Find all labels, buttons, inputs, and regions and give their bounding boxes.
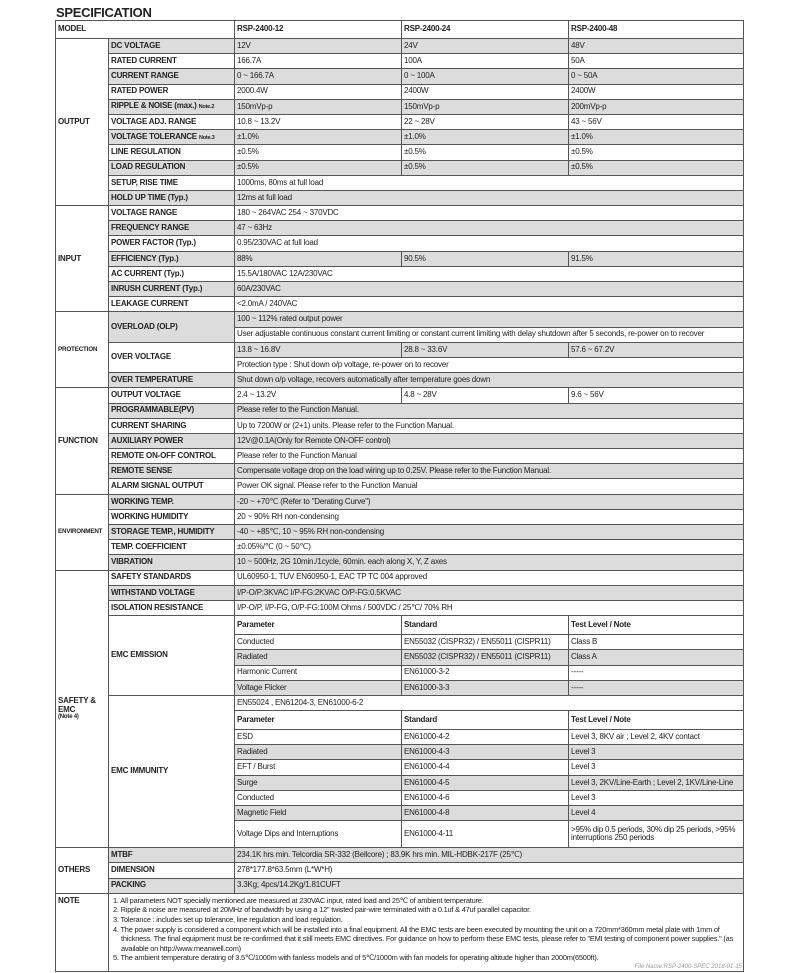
- spec-value: EN61000-4-4: [402, 760, 569, 775]
- spec-label: [109, 525, 235, 540]
- spec-label: [109, 449, 235, 464]
- spec-value: 0 ~ 50A: [569, 69, 744, 84]
- spec-value: 22 ~ 28V: [402, 114, 569, 129]
- spec-value: ±0.5%: [569, 145, 744, 160]
- spec-value: 50A: [569, 54, 744, 69]
- spec-label-text: MTBF: [111, 850, 133, 860]
- spec-row: [56, 84, 744, 99]
- spec-value: ±1.0%: [402, 130, 569, 145]
- spec-value: Level 3: [569, 745, 744, 760]
- spec-value: 13.8 ~ 16.8V: [235, 342, 402, 357]
- column-header: Parameter: [235, 616, 402, 635]
- spec-label: [109, 616, 235, 696]
- spec-value: 60A/230VAC: [235, 282, 744, 297]
- spec-value: -40 ~ +85℃, 10 ~ 95% RH non-condensing: [235, 525, 744, 540]
- spec-label: [109, 99, 235, 114]
- spec-label-text: OVER VOLTAGE: [111, 352, 171, 362]
- spec-value: <2.0mA / 240VAC: [235, 297, 744, 312]
- spec-label-text: RATED CURRENT: [111, 56, 177, 66]
- spec-value: Class B: [569, 635, 744, 650]
- spec-label-text: RATED POWER: [111, 86, 169, 96]
- column-header: Test Level / Note: [569, 616, 744, 635]
- spec-value: EN55032 (CISPR32) / EN55011 (CISPR11): [402, 635, 569, 650]
- spec-label-text: FREQUENCY RANGE: [111, 223, 190, 233]
- file-name-footer: File Name:RSP-2400-SPEC 2018-01-15: [634, 964, 742, 970]
- spec-row: [56, 175, 744, 190]
- spec-label-text: REMOTE ON-OFF CONTROL: [111, 450, 216, 460]
- spec-value: 100 ~ 112% rated output power: [235, 312, 744, 327]
- spec-value: Level 3, 8KV air ; Level 2, 4KV contact: [569, 730, 744, 745]
- spec-value: 28.8 ~ 33.6V: [402, 342, 569, 357]
- spec-value: 0 ~ 100A: [402, 69, 569, 84]
- spec-value: 12V: [235, 39, 402, 54]
- notes-title: NOTE: [56, 893, 109, 971]
- notes-row: [56, 893, 744, 971]
- spec-value: 278*177.8*63.5mm (L*W*H): [235, 863, 744, 878]
- spec-row: [56, 221, 744, 236]
- spec-label: [109, 266, 235, 281]
- spec-value: Level 3, 2KV/Line-Earth ; Level 2, 1KV/Line-Line: [569, 775, 744, 790]
- spec-value: 166.7A: [235, 54, 402, 69]
- spec-label-text: PACKING: [111, 880, 146, 890]
- spec-value: Conducted: [235, 635, 402, 650]
- spec-value: 57.6 ~ 67.2V: [569, 342, 744, 357]
- spec-value: EN61000-4-5: [402, 775, 569, 790]
- spec-value: -20 ~ +70℃ (Refer to "Derating Curve"): [235, 494, 744, 509]
- spec-value: Harmonic Current: [235, 665, 402, 680]
- spec-label: [109, 145, 235, 160]
- spec-row: [56, 388, 744, 403]
- spec-value: ±0.5%: [569, 160, 744, 175]
- note-reference: Note.3: [198, 134, 215, 141]
- spec-label-text: WORKING TEMP.: [111, 496, 174, 506]
- spec-label-text: INRUSH CURRENT (Typ.): [111, 283, 203, 293]
- spec-label: [109, 585, 235, 600]
- spec-value: EN61000-3-2: [402, 665, 569, 680]
- spec-row: [56, 433, 744, 448]
- spec-label-text: OUTPUT VOLTAGE: [111, 390, 181, 400]
- spec-label-text: WITHSTAND VOLTAGE: [111, 587, 195, 597]
- page-title: SPECIFICATION: [56, 5, 152, 20]
- spec-label-text: OVER TEMPERATURE: [111, 375, 193, 385]
- spec-value: 3.3Kg; 4pcs/14.2Kg/1.81CUFT: [235, 878, 744, 893]
- spec-label-text: EFFICIENCY (Typ.): [111, 253, 179, 263]
- spec-value: 24V: [402, 39, 569, 54]
- spec-value: Level 4: [569, 806, 744, 821]
- spec-label-text: WORKING HUMIDITY: [111, 511, 189, 521]
- section-title: [56, 848, 109, 894]
- spec-label-text: AC CURRENT (Typ.): [111, 268, 184, 278]
- spec-row: [56, 206, 744, 221]
- section-title: [56, 494, 109, 570]
- spec-label-text: DIMENSION: [111, 865, 155, 875]
- column-header: Standard: [402, 711, 569, 730]
- spec-row: [56, 540, 744, 555]
- spec-row: [56, 600, 744, 615]
- spec-value: EN61000-4-11: [402, 821, 569, 848]
- section-title-text: SAFETY &: [58, 696, 96, 706]
- spec-row: [56, 616, 744, 635]
- spec-label-text: SETUP, RISE TIME: [111, 177, 178, 187]
- spec-value: EN61000-4-2: [402, 730, 569, 745]
- spec-label: [109, 494, 235, 509]
- spec-label-text: ALARM SIGNAL OUTPUT: [111, 481, 204, 491]
- spec-value: 90.5%: [402, 251, 569, 266]
- spec-row: [56, 509, 744, 524]
- spec-value: ±0.5%: [235, 160, 402, 175]
- spec-value: Voltage Dips and Interruptions: [235, 821, 402, 848]
- spec-value: 100A: [402, 54, 569, 69]
- spec-row: [56, 312, 744, 327]
- spec-label: [109, 509, 235, 524]
- spec-label-text: REMOTE SENSE: [111, 466, 173, 476]
- spec-value: Shut down o/p voltage, recovers automatically after temperature goes down: [235, 373, 744, 388]
- spec-label: [109, 130, 235, 145]
- spec-label: [109, 342, 235, 372]
- spec-value: ±0.5%: [235, 145, 402, 160]
- section-title-text: OUTPUT: [58, 116, 90, 126]
- note-item: 4. The power supply is considered a component which will be installed into a final equipment. All the EMC tests are been executed by mounting the unit on a 720mm*360mm metal plate with 1mm of thickness. The final equipment must be re-confirmed that it still meets EMC directives. For guidance on how to perform these EMC tests, please refer to "EMI testing of component power supplies." (as available on http://www.meanwell.com): [113, 924, 734, 953]
- spec-value: 88%: [235, 251, 402, 266]
- spec-row: [56, 54, 744, 69]
- spec-label: [109, 69, 235, 84]
- spec-value: 150mVp-p: [235, 99, 402, 114]
- spec-value: -----: [569, 680, 744, 695]
- spec-label: [109, 388, 235, 403]
- note-reference: Note.2: [198, 104, 215, 111]
- section-title-text: OTHERS: [58, 865, 91, 875]
- spec-value: ±1.0%: [235, 130, 402, 145]
- spec-value: Voltage Flicker: [235, 680, 402, 695]
- spec-value: Level 3: [569, 760, 744, 775]
- spec-value: 234.1K hrs min. Telcordia SR-332 (Bellcore) ; 83.9K hrs min. MIL-HDBK-217F (25℃): [235, 848, 744, 863]
- spec-label: [109, 555, 235, 570]
- spec-label-text: HOLD UP TIME (Typ.): [111, 192, 188, 202]
- spec-value: >95% dip 0.5 periods, 30% dip 25 periods, >95% interruptions 250 periods: [569, 821, 744, 848]
- section-title-text: INPUT: [58, 253, 82, 263]
- spec-row: [56, 130, 744, 145]
- spec-value: 12ms at full load: [235, 190, 744, 205]
- spec-label-text: VOLTAGE ADJ. RANGE: [111, 116, 197, 126]
- spec-label: [109, 878, 235, 893]
- model-name: RSP-2400-12: [235, 21, 402, 39]
- spec-value: Protection type : Shut down o/p voltage, re-power on to recover: [235, 357, 744, 372]
- spec-value: I/P-O/P:3KVAC I/P-FG:2KVAC O/P-FG:0.5KVAC: [235, 585, 744, 600]
- spec-label: [109, 863, 235, 878]
- spec-value: 48V: [569, 39, 744, 54]
- spec-value: I/P-O/P, I/P-FG, O/P-FG:100M Ohms / 500VDC / 25℃/ 70% RH: [235, 600, 744, 615]
- section-title: [56, 206, 109, 312]
- spec-label-text: SAFETY STANDARDS: [111, 572, 192, 582]
- section-title: [56, 39, 109, 206]
- column-header: Test Level / Note: [569, 711, 744, 730]
- spec-row: [56, 373, 744, 388]
- spec-row: [56, 848, 744, 863]
- spec-value: EN55032 (CISPR32) / EN55011 (CISPR11): [402, 650, 569, 665]
- spec-value: 9.6 ~ 56V: [569, 388, 744, 403]
- spec-value: User adjustable continuous constant current limiting or constant current limiting with delay shutdown after 5 seconds, re-power on to recover: [235, 327, 744, 342]
- spec-label-text: PROGRAMMABLE(PV): [111, 405, 195, 415]
- spec-row: [56, 160, 744, 175]
- spec-row: [56, 464, 744, 479]
- spec-label: [109, 39, 235, 54]
- spec-value: Radiated: [235, 745, 402, 760]
- spec-value: EN61000-4-3: [402, 745, 569, 760]
- spec-label: [109, 236, 235, 251]
- spec-row: [56, 39, 744, 54]
- spec-value: 2400W: [569, 84, 744, 99]
- spec-value: EFT / Burst: [235, 760, 402, 775]
- spec-label-text: EMC EMISSION: [111, 650, 168, 660]
- spec-label: [109, 312, 235, 342]
- spec-row: [56, 342, 744, 357]
- spec-label: [109, 282, 235, 297]
- spec-row: [56, 266, 744, 281]
- spec-value: 12V@0.1A(Only for Remote ON-OFF control): [235, 433, 744, 448]
- spec-label: [109, 479, 235, 494]
- spec-row: [56, 878, 744, 893]
- spec-row: [56, 145, 744, 160]
- spec-value: Compensate voltage drop on the load wiring up to 0.25V. Please refer to the Function Manual.: [235, 464, 744, 479]
- spec-label: [109, 570, 235, 585]
- spec-row: [56, 114, 744, 129]
- spec-row: [56, 418, 744, 433]
- spec-label: [109, 175, 235, 190]
- section-title: [56, 388, 109, 494]
- spec-row: [56, 479, 744, 494]
- spec-value: 2.4 ~ 13.2V: [235, 388, 402, 403]
- spec-row: [56, 695, 744, 710]
- spec-label: [109, 848, 235, 863]
- spec-value: Up to 7200W or (2+1) units. Please refer to the Function Manual.: [235, 418, 744, 433]
- spec-value: Please refer to the Function Manual: [235, 449, 744, 464]
- spec-row: [56, 449, 744, 464]
- section-title-text: PROTECTION: [58, 345, 98, 353]
- notes-list: [109, 893, 744, 971]
- spec-value: 15.5A/180VAC 12A/230VAC: [235, 266, 744, 281]
- spec-value: EN61000-4-8: [402, 806, 569, 821]
- spec-label: [109, 403, 235, 418]
- spec-value: ±0.5%: [402, 160, 569, 175]
- spec-label: [109, 418, 235, 433]
- spec-value: 43 ~ 56V: [569, 114, 744, 129]
- spec-label: [109, 190, 235, 205]
- spec-label: [109, 540, 235, 555]
- section-title-text: EMC: [58, 704, 76, 714]
- column-header: Parameter: [235, 711, 402, 730]
- spec-value: ±0.5%: [402, 145, 569, 160]
- spec-label: [109, 251, 235, 266]
- spec-label: [109, 114, 235, 129]
- section-title: [56, 570, 109, 848]
- spec-label-text: VIBRATION: [111, 557, 153, 567]
- spec-value: Magnetic Field: [235, 806, 402, 821]
- column-header: Standard: [402, 616, 569, 635]
- spec-label-text: RIPPLE & NOISE (max.): [111, 101, 197, 111]
- spec-row: [56, 251, 744, 266]
- spec-value: 1000ms, 80ms at full load: [235, 175, 744, 190]
- spec-row: [56, 525, 744, 540]
- section-title-text: ENVIRONMENT: [58, 527, 103, 535]
- spec-label: [109, 464, 235, 479]
- spec-value: 180 ~ 264VAC 254 ~ 370VDC: [235, 206, 744, 221]
- spec-value: 91.5%: [569, 251, 744, 266]
- spec-value: 200mVp-p: [569, 99, 744, 114]
- spec-value: Power OK signal. Please refer to the Function Manual: [235, 479, 744, 494]
- spec-label: [109, 84, 235, 99]
- spec-label: [109, 206, 235, 221]
- spec-value: EN55024 , EN61204-3, EN61000-6-2: [235, 695, 744, 710]
- note-item: 3. Tolerance : includes set up tolerance, line regulation and load regulation.: [113, 914, 343, 924]
- spec-row: [56, 585, 744, 600]
- spec-label-text: AUXILIARY POWER: [111, 435, 184, 445]
- spec-value: 10 ~ 500Hz, 2G 10min./1cycle, 60min. each along X, Y, Z axes: [235, 555, 744, 570]
- spec-label: [109, 54, 235, 69]
- spec-value: 10.8 ~ 13.2V: [235, 114, 402, 129]
- spec-label-text: CURRENT SHARING: [111, 420, 187, 430]
- spec-label: [109, 373, 235, 388]
- spec-label-text: STORAGE TEMP., HUMIDITY: [111, 526, 215, 536]
- spec-value: Radiated: [235, 650, 402, 665]
- model-name: RSP-2400-48: [569, 21, 744, 39]
- model-header-row: [56, 21, 744, 39]
- spec-label: [109, 160, 235, 175]
- spec-row: [56, 297, 744, 312]
- spec-value: UL60950-1, TUV EN60950-1, EAC TP TC 004 approved: [235, 570, 744, 585]
- spec-value: -----: [569, 665, 744, 680]
- spec-value: 20 ~ 90% RH non-condensing: [235, 509, 744, 524]
- section-title-text: FUNCTION: [58, 435, 98, 445]
- section-note: (Note 4): [58, 714, 79, 721]
- spec-value: Surge: [235, 775, 402, 790]
- spec-label: [109, 297, 235, 312]
- model-label: MODEL: [56, 21, 235, 39]
- spec-row: [56, 69, 744, 84]
- note-item: 1. All parameters NOT specially mentioned are measured at 230VAC input, rated load and 25℃ of ambient temperature.: [113, 895, 484, 905]
- spec-label-text: ISOLATION RESISTANCE: [111, 602, 204, 612]
- model-name: RSP-2400-24: [402, 21, 569, 39]
- section-title: [56, 312, 109, 388]
- spec-value: 4.8 ~ 28V: [402, 388, 569, 403]
- spec-label: [109, 221, 235, 236]
- specification-table: [55, 20, 744, 972]
- spec-label-text: EMC IMMUNITY: [111, 766, 169, 776]
- spec-value: Level 3: [569, 790, 744, 805]
- spec-value: 2400W: [402, 84, 569, 99]
- spec-value: 0.95/230VAC at full load: [235, 236, 744, 251]
- spec-row: [56, 570, 744, 585]
- spec-value: 2000.4W: [235, 84, 402, 99]
- spec-row: [56, 555, 744, 570]
- spec-label-text: CURRENT RANGE: [111, 71, 179, 81]
- spec-label: [109, 600, 235, 615]
- spec-row: [56, 494, 744, 509]
- spec-value: Conducted: [235, 790, 402, 805]
- spec-label-text: LOAD REGULATION: [111, 162, 186, 172]
- spec-row: [56, 236, 744, 251]
- note-item: 2. Ripple & noise are measured at 20MHz of bandwidth by using a 12" twisted pair-wire terminated with a 0.1uf & 47uf parallel capacitor.: [113, 905, 531, 915]
- spec-value: 47 ~ 63Hz: [235, 221, 744, 236]
- spec-label-text: LINE REGULATION: [111, 147, 181, 157]
- spec-value: ±0.05%/℃ (0 ~ 50℃): [235, 540, 744, 555]
- spec-row: [56, 863, 744, 878]
- spec-label: [109, 695, 235, 847]
- spec-row: [56, 99, 744, 114]
- spec-value: ±1.0%: [569, 130, 744, 145]
- spec-row: [56, 190, 744, 205]
- spec-label-text: POWER FACTOR (Typ.): [111, 238, 196, 248]
- spec-value: Class A: [569, 650, 744, 665]
- note-item: 5. The ambient temperature derating of 3.5℃/1000m with fanless models and of 5℃/1000m with fan models for operating altitude higher than 2000m(6500ft).: [113, 953, 599, 963]
- spec-label-text: DC VOLTAGE: [111, 40, 161, 50]
- spec-value: 150mVp-p: [402, 99, 569, 114]
- spec-row: [56, 282, 744, 297]
- spec-row: [56, 403, 744, 418]
- spec-label-text: TEMP. COEFFICIENT: [111, 542, 187, 552]
- spec-value: 0 ~ 166.7A: [235, 69, 402, 84]
- spec-label-text: OVERLOAD (OLP): [111, 321, 178, 331]
- spec-value: ESD: [235, 730, 402, 745]
- spec-value: EN61000-3-3: [402, 680, 569, 695]
- spec-value: EN61000-4-6: [402, 790, 569, 805]
- spec-label: [109, 433, 235, 448]
- spec-value: Please refer to the Function Manual.: [235, 403, 744, 418]
- spec-label-text: VOLTAGE TOLERANCE: [111, 131, 197, 141]
- spec-label-text: VOLTAGE RANGE: [111, 207, 177, 217]
- spec-label-text: LEAKAGE CURRENT: [111, 299, 189, 309]
